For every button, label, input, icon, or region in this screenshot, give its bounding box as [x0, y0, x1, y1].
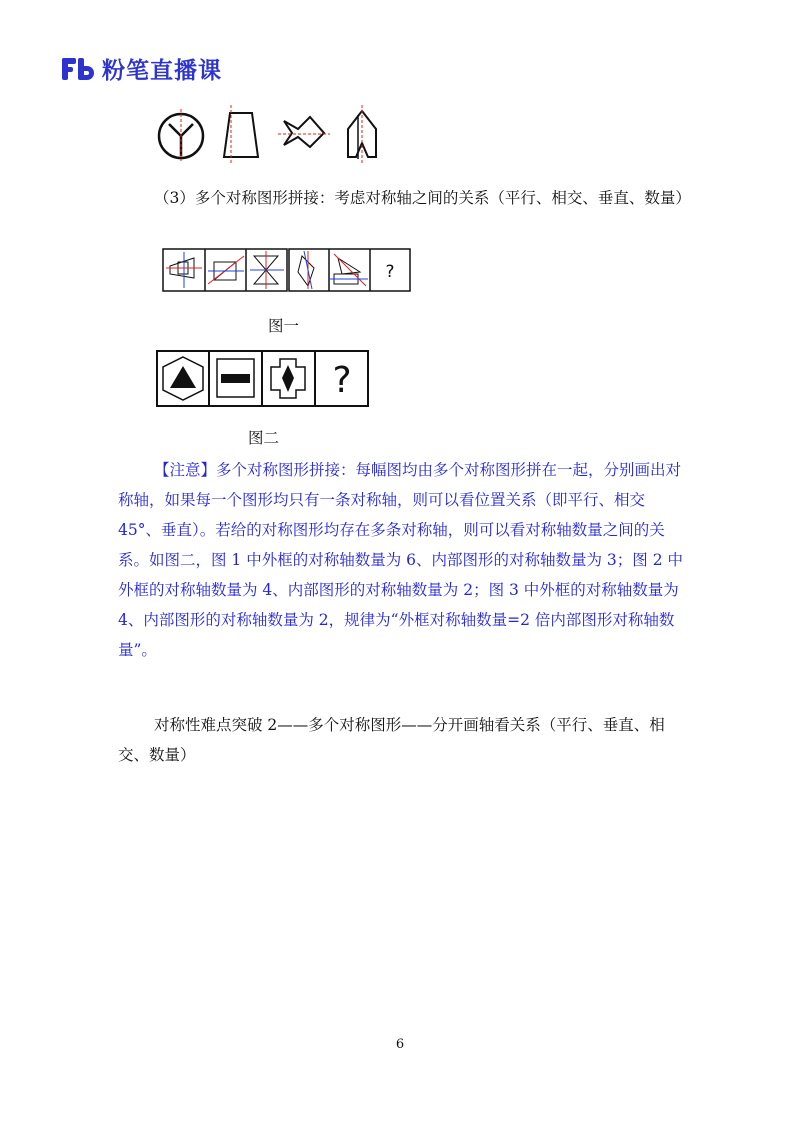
- section-3-paragraph: （3）多个对称图形拼接：考虑对称轴之间的关系（平行、相交、垂直、数量）: [154, 189, 691, 207]
- figure-2-question-mark: ?: [332, 360, 352, 401]
- figure-1-caption: 图一: [268, 317, 300, 335]
- fb-logo-icon: [60, 54, 96, 84]
- figure-1-panel-3: [250, 251, 284, 289]
- page-number: 6: [395, 1037, 405, 1052]
- note-label: 【注意】: [154, 461, 217, 479]
- figure-2-panel-3-cross-diamond: [271, 359, 305, 398]
- note-text: 多个对称图形拼接：每幅图均由多个对称图形拼在一起，分别画出对称轴，如果每一个图形均只有一条对称轴，则可以看位置关系（即平行、相交45°、垂直）。若给的对称图形均存在多条对称轴，则可以看对称轴数量之间的关系。如图二，图 1 中外框的对称轴数量为 6、内部图形的对称轴数量为 3；图 2 中外框的对称轴数量为 4、内部图形的对称轴数量为 2；图 3 中外框的对称轴数量为 4、内部图形的对称轴数量为 2，规律为“外框对称轴数量=2 倍内部图形对称轴数量”。: [118, 461, 684, 659]
- gable-shape: [348, 105, 376, 163]
- figure-1-panel-4: [298, 251, 314, 289]
- figure-2-caption: 图二: [248, 429, 280, 447]
- brand-name: 粉笔直播课: [102, 58, 222, 84]
- note-paragraph: [118, 455, 686, 665]
- figure-1-question-mark: ?: [385, 262, 395, 282]
- figure-2-panels: [156, 350, 370, 408]
- figure-2-panel-1-hexagon-triangle: [163, 357, 203, 400]
- notched-star-shape: [278, 117, 330, 147]
- trapezoid-shape: [224, 105, 258, 163]
- figure-1-panel-2: [208, 256, 244, 284]
- circle-y-shape: [159, 109, 203, 161]
- brand-logo: [60, 52, 222, 85]
- figure-2-panel-2-square-bar: [217, 359, 254, 397]
- figure-1-panels: [162, 248, 412, 292]
- figure-1-panel-5: [330, 254, 368, 286]
- figure-1-panel-1: [166, 252, 202, 288]
- breakthrough-paragraph: 对称性难点突破 2——多个对称图形——分开画轴看关系（平行、垂直、相交、数量）: [118, 716, 665, 764]
- symmetry-examples-figure: [152, 103, 392, 163]
